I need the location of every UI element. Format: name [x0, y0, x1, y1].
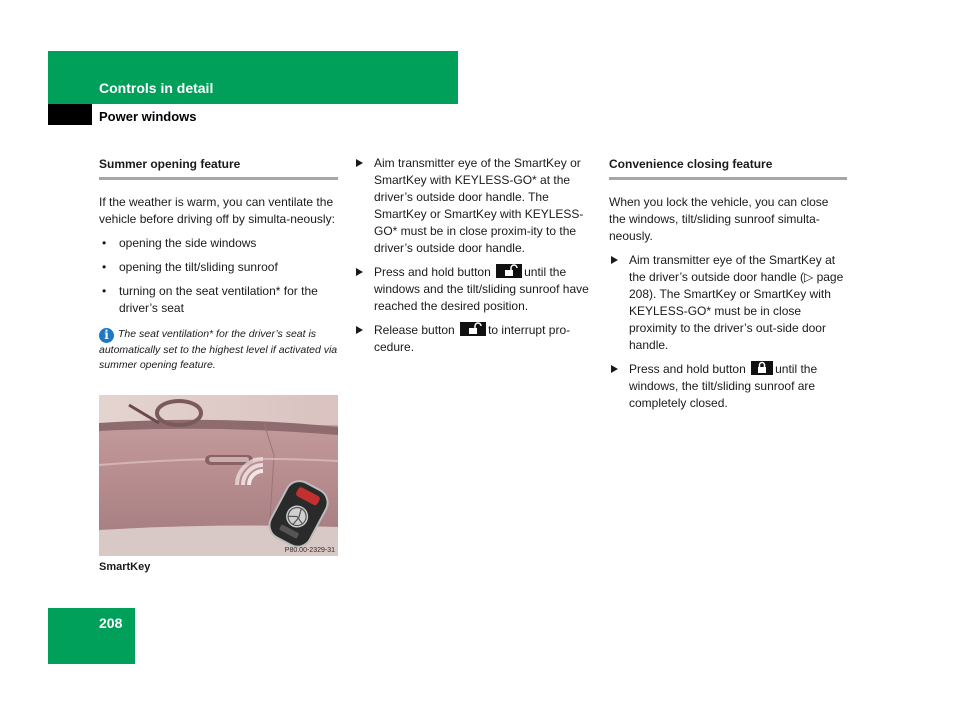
list-item: • turning on the seat ventilation* for the driver’s seat — [99, 283, 338, 317]
convenience-closing-steps — [609, 252, 847, 412]
list-item — [609, 252, 847, 354]
info-icon: i — [99, 328, 114, 343]
middle-column — [354, 155, 594, 363]
feature-list — [99, 235, 338, 317]
summer-opening-steps — [354, 155, 594, 356]
step-text: Press and hold button — [629, 362, 746, 376]
step-text: Aim transmitter eye of the SmartKey at the driver’s outside door handle ( — [629, 253, 836, 284]
right-column — [609, 156, 847, 419]
step-text: until the windows and the tilt/sliding sunroof have reached the desired position. — [374, 265, 589, 313]
convenience-closing-intro: When you lock the vehicle, you can close the windows, tilt/sliding sunroof simulta-neously. — [609, 195, 829, 243]
list-item — [354, 264, 594, 315]
photo-code: P80.00-2329-31 — [284, 547, 335, 554]
convenience-closing-heading: Convenience closing feature — [609, 156, 847, 180]
info-note — [99, 327, 338, 373]
subsection-tab — [48, 104, 92, 125]
list-item: • opening the tilt/sliding sunroof — [99, 259, 338, 276]
list-item — [609, 361, 847, 412]
smartkey-photo — [99, 395, 338, 556]
list-item: • opening the side windows — [99, 235, 338, 252]
unlock-icon — [460, 322, 486, 336]
step-text: ). The SmartKey or SmartKey with KEYLESS-GO* must be in close proximity to the driver’s out-side door handle. — [629, 287, 831, 352]
lock-icon — [751, 361, 773, 375]
summer-opening-heading: Summer opening feature — [99, 156, 338, 180]
left-column — [99, 156, 338, 373]
step-text: Release button — [374, 323, 455, 337]
page-number: 208 — [99, 615, 123, 631]
summer-opening-intro: If the weather is warm, you can ventilate the vehicle before driving off by simulta-neously: — [99, 195, 335, 226]
list-item — [354, 155, 594, 257]
info-note-text: The seat ventilation* for the driver’s seat is automatically set to the highest level if activated via summer opening feature. — [99, 328, 338, 371]
section-title: Controls in detail — [99, 80, 214, 96]
step-text: until the windows, the tilt/sliding sunroof are completely closed. — [629, 362, 818, 410]
list-item — [354, 322, 594, 356]
header-bar — [48, 51, 458, 104]
subsection-title: Power windows — [99, 109, 197, 124]
photo-caption: SmartKey — [99, 561, 151, 573]
step-text: Press and hold button — [374, 265, 491, 279]
car-door-illustration — [99, 395, 338, 556]
unlock-icon — [496, 264, 522, 278]
step-text: to interrupt pro-cedure. — [374, 323, 571, 354]
page-reference[interactable]: ▷ page 208 — [629, 270, 844, 301]
step-text: Aim transmitter eye of the SmartKey or SmartKey with KEYLESS-GO* at the driver’s outside door handle. The SmartKey or SmartKey with KEYLESS-GO* must be in close proxim-ity to the driver’s outside door handle. — [374, 156, 584, 255]
